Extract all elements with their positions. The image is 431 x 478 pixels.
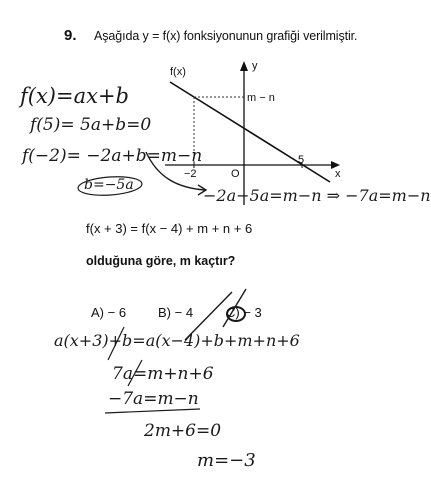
handwritten-line-7: 7a=m+n+6 — [112, 364, 214, 384]
question-number: 9. — [64, 27, 77, 44]
handwritten-line-8: −7a=m−n — [108, 389, 199, 409]
handwritten-line-2: f(5)= 5a+b=0 — [30, 115, 152, 135]
handwritten-line-4: b=−5a — [84, 177, 134, 193]
sum-underline — [105, 409, 200, 413]
question-statement: Aşağıda y = f(x) fonksiyonunun grafiği verilmiştir. — [94, 29, 358, 43]
question-ask: olduğuna göre, m kaçtır? — [86, 254, 236, 268]
question-condition: f(x + 3) = f(x − 4) + m + n + 6 — [86, 221, 253, 236]
y-axis-label: y — [252, 60, 258, 72]
mn-label: m − n — [247, 92, 275, 104]
handwritten-line-9: 2m+6=0 — [144, 421, 222, 441]
tick-5-label: 5 — [298, 154, 305, 166]
handwritten-line-3: f(−2)= −2a+b=m−n — [22, 146, 203, 166]
tick-neg2-label: −2 — [184, 168, 197, 180]
choice-b[interactable]: B) − 4 — [158, 305, 194, 320]
y-axis-arrow — [240, 61, 248, 71]
choice-c[interactable]: C) − 3 — [226, 305, 262, 320]
handwritten-line-1: f(x)=ax+b — [20, 84, 129, 108]
x-axis-label: x — [335, 168, 341, 180]
fx-label: f(x) — [170, 66, 186, 78]
origin-label: O — [231, 168, 240, 180]
handwritten-line-6: a(x+3)+b=a(x−4)+b+m+n+6 — [54, 331, 300, 350]
handwritten-line-10: m=−3 — [197, 450, 256, 471]
handwritten-line-5: −2a−5a=m−n ⇒ −7a=m−n — [203, 186, 431, 205]
choice-a[interactable]: A) − 6 — [91, 305, 127, 320]
